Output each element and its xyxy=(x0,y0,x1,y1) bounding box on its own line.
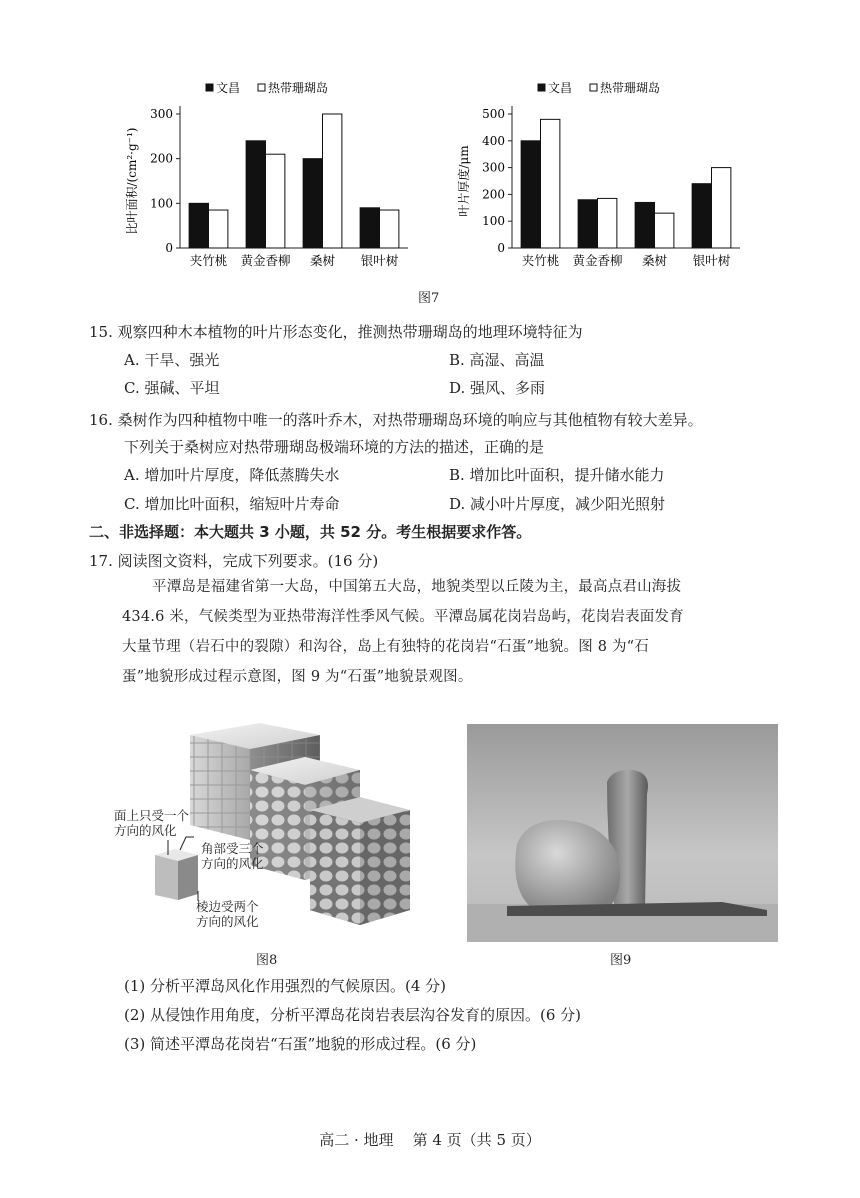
figure-8-label-corner xyxy=(201,841,264,871)
y-tick-label: 0 xyxy=(165,241,173,255)
bar-wenchang xyxy=(189,203,208,248)
bar-coral-island xyxy=(655,213,674,248)
bar-wenchang xyxy=(692,184,711,248)
question-17-passage-line1: 平潭岛是福建省第一大岛，中国第五大岛，地貌类型以丘陵为主，最高点君山海拔 xyxy=(152,579,682,595)
bar-coral-island xyxy=(712,168,731,248)
y-tick-label: 100 xyxy=(150,196,173,211)
x-tick-label: 银叶树 xyxy=(692,253,731,268)
y-tick-label: 100 xyxy=(482,214,505,229)
figure-7-caption: 图7 xyxy=(418,291,440,306)
bar-wenchang xyxy=(521,141,540,248)
y-tick-label: 0 xyxy=(497,241,505,255)
question-17-stem: 17. 阅读图文资料，完成下列要求。(16 分) xyxy=(89,552,379,570)
bar-coral-island xyxy=(266,154,285,248)
specific-leaf-area-chart xyxy=(118,72,418,282)
bar-wenchang xyxy=(246,141,265,248)
question-17-sub3: (3) 简述平潭岛花岗岩“石蛋”地貌的形成过程。(6 分) xyxy=(124,1035,477,1053)
figure-8-label-edge xyxy=(196,899,259,929)
y-axis-label: 叶片厚度/μm xyxy=(457,145,471,217)
question-17-passage-line3: 大量节理（岩石中的裂隙）和沟谷，岛上有独特的花岗岩“石蛋”地貌。图 8 为“石 xyxy=(122,639,649,655)
cube-stage-3 xyxy=(310,797,410,925)
legend-label-wenchang: 文昌 xyxy=(216,81,241,95)
label-face-line2: 方向的风化 xyxy=(114,823,177,838)
leaf-thickness-chart xyxy=(450,72,750,282)
y-tick-label: 200 xyxy=(482,187,505,202)
question-15-option-b: B. 高湿、高温 xyxy=(449,351,545,369)
figure-9-caption: 图9 xyxy=(610,953,632,968)
y-tick-label: 500 xyxy=(482,107,505,121)
y-tick-label: 200 xyxy=(150,151,173,166)
figure-9-stone-egg-photo xyxy=(467,724,778,942)
bar-coral-island xyxy=(323,114,342,248)
small-cube xyxy=(155,849,198,900)
question-15-option-d: D. 强风、多雨 xyxy=(449,379,546,397)
x-tick-label: 桑树 xyxy=(641,253,668,268)
bar-wenchang xyxy=(578,200,597,248)
legend-swatch-wenchang xyxy=(538,84,545,91)
label-corner-line2: 方向的风化 xyxy=(201,856,264,871)
label-edge-line2: 方向的风化 xyxy=(196,914,259,929)
legend-label-coral-island: 热带珊瑚岛 xyxy=(600,81,661,95)
bar-coral-island xyxy=(380,210,399,248)
x-tick-label: 黄金香柳 xyxy=(240,253,291,268)
question-17-sub2: (2) 从侵蚀作用角度，分析平潭岛花岗岩表层沟谷发育的原因。(6 分) xyxy=(124,1006,582,1024)
x-tick-label: 桑树 xyxy=(309,253,336,268)
bar-wenchang xyxy=(635,202,654,248)
question-16-stem-line2: 下列关于桑树应对热带珊瑚岛极端环境的方法的描述，正确的是 xyxy=(124,438,545,456)
legend-label-wenchang: 文昌 xyxy=(548,81,573,95)
y-tick-label: 300 xyxy=(150,107,173,121)
label-edge-line1: 棱边受两个 xyxy=(196,899,259,914)
figure-8-caption: 图8 xyxy=(256,953,278,968)
label-corner-line1: 角部受三个 xyxy=(201,841,264,856)
y-tick-label: 300 xyxy=(482,160,505,175)
bar-wenchang xyxy=(303,159,322,248)
page-footer: 高二 · 地理 第 4 页（共 5 页） xyxy=(319,1131,541,1149)
question-16-option-b: B. 增加比叶面积，提升储水能力 xyxy=(449,466,665,484)
label-face-line1: 面上只受一个 xyxy=(114,808,190,823)
x-tick-label: 夹竹桃 xyxy=(189,253,228,268)
x-tick-label: 银叶树 xyxy=(360,253,399,268)
x-tick-label: 黄金香柳 xyxy=(572,253,623,268)
y-tick-label: 400 xyxy=(482,133,505,148)
bar-wenchang xyxy=(360,208,379,248)
section-2-heading: 二、非选择题：本大题共 3 小题，共 52 分。考生根据要求作答。 xyxy=(89,523,532,541)
question-15-option-a: A. 干旱、强光 xyxy=(124,351,220,369)
question-17-sub1: (1) 分析平潭岛风化作用强烈的气候原因。(4 分) xyxy=(124,977,447,995)
question-15-stem: 15. 观察四种木本植物的叶片形态变化，推测热带珊瑚岛的地理环境特征为 xyxy=(89,323,583,341)
question-17-passage-line4: 蛋”地貌形成过程示意图，图 9 为“石蛋”地貌景观图。 xyxy=(122,669,473,685)
bar-coral-island xyxy=(209,210,228,248)
chart-legend xyxy=(206,80,328,95)
legend-swatch-coral-island xyxy=(590,84,597,91)
question-16-option-c: C. 增加比叶面积，缩短叶片寿命 xyxy=(124,495,340,513)
y-axis-label: 比叶面积/(cm²·g⁻¹) xyxy=(125,127,139,235)
legend-label-coral-island: 热带珊瑚岛 xyxy=(268,81,329,95)
legend-swatch-wenchang xyxy=(206,84,213,91)
x-tick-label: 夹竹桃 xyxy=(521,253,560,268)
question-15-option-c: C. 强碱、平坦 xyxy=(124,379,220,397)
bar-coral-island xyxy=(598,198,617,248)
question-16-option-a: A. 增加叶片厚度，降低蒸腾失水 xyxy=(124,466,340,484)
legend-swatch-coral-island xyxy=(258,84,265,91)
bar-coral-island xyxy=(541,119,560,248)
figure-8-label-face xyxy=(114,808,189,838)
question-16-stem-line1: 16. 桑树作为四种植物中唯一的落叶乔木，对热带珊瑚岛环境的响应与其他植物有较大差异。 xyxy=(89,411,703,429)
chart-legend xyxy=(538,80,660,95)
question-16-option-d: D. 减小叶片厚度，减少阳光照射 xyxy=(449,495,666,513)
question-17-passage-line2: 434.6 米，气候类型为亚热带海洋性季风气候。平潭岛属花岗岩岛屿，花岗岩表面发育 xyxy=(122,609,684,625)
